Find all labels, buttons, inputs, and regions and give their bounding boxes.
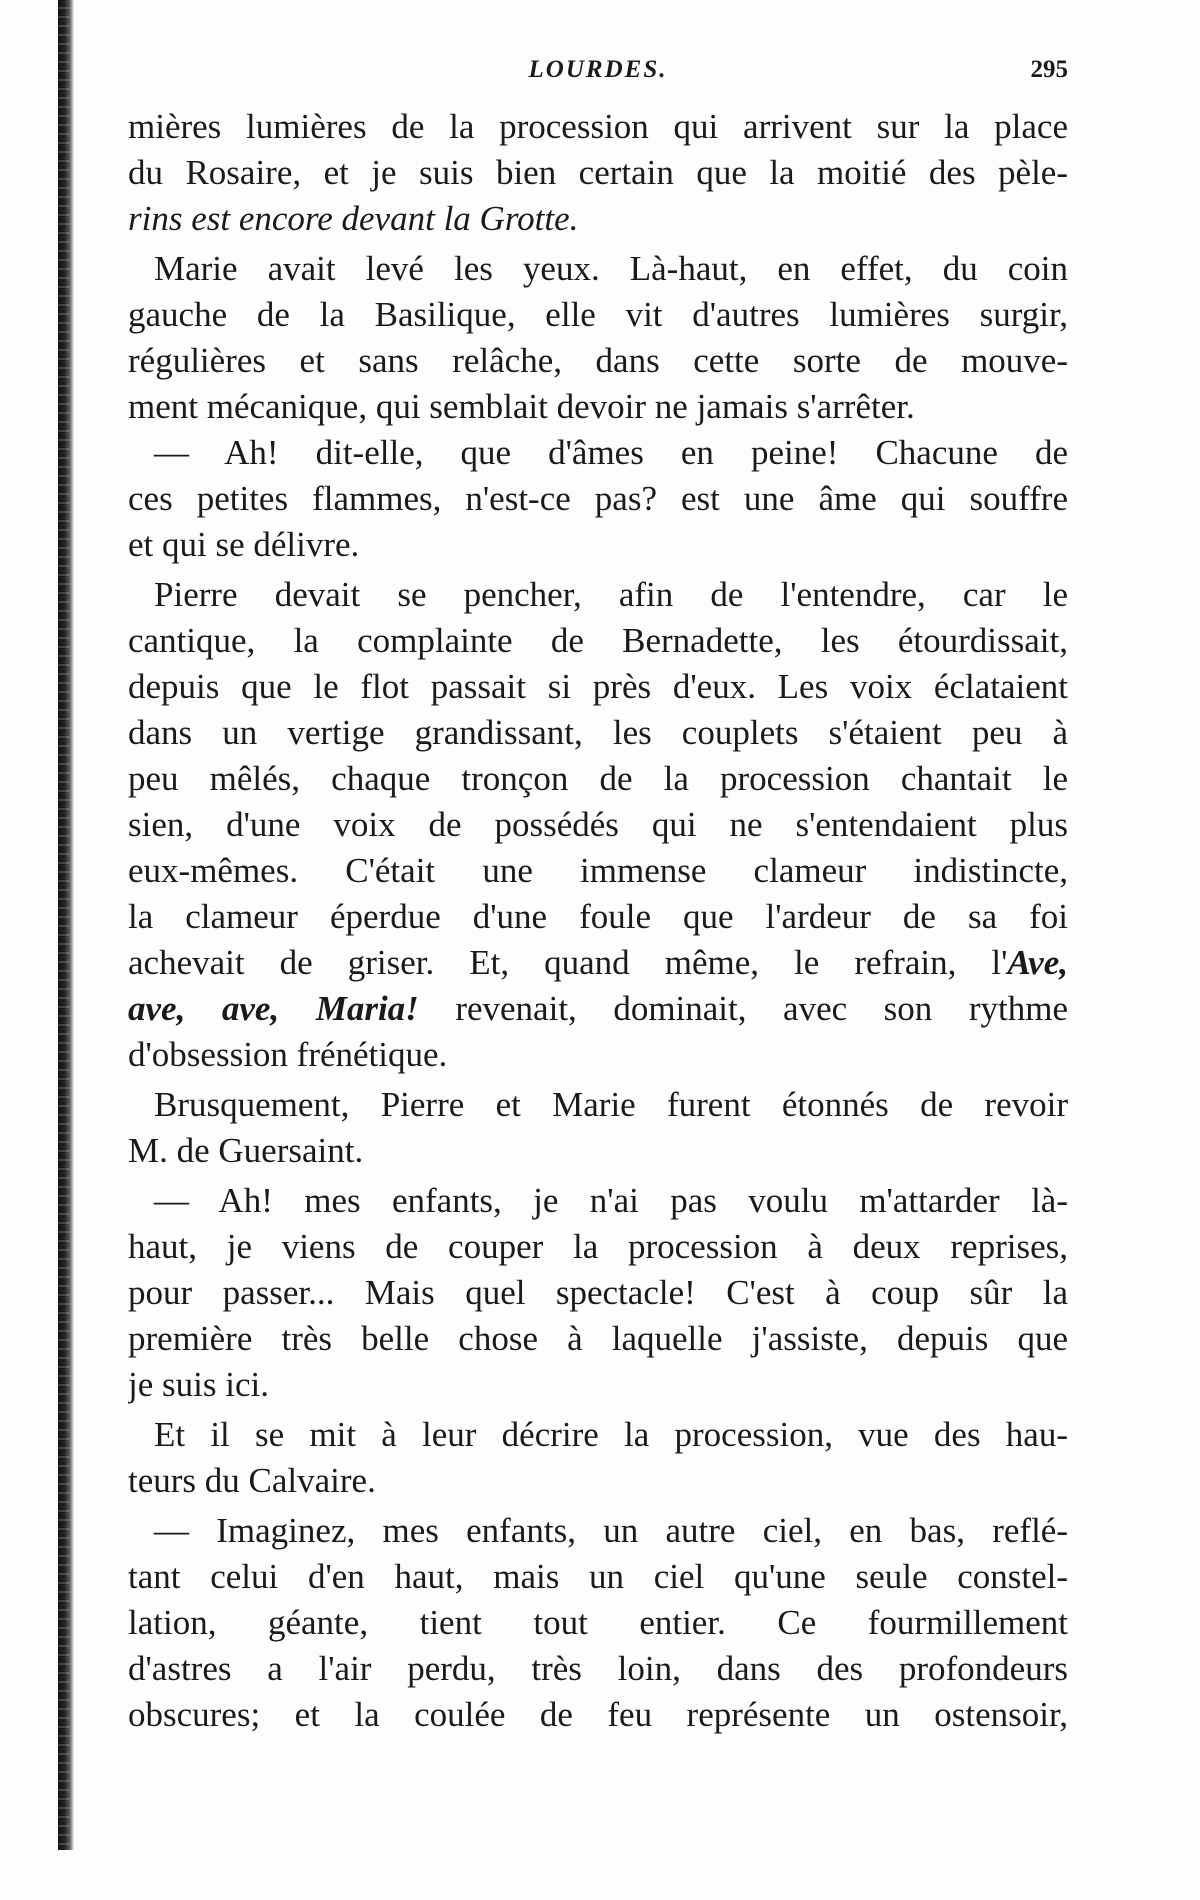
text-line: rins est encore devant la Grotte.: [128, 199, 579, 238]
text-line: gauche de la Basilique, elle vit d'autres lumières surgir,: [128, 295, 1068, 334]
running-title: LOURDES.: [528, 56, 668, 83]
text-line: tant celui d'en haut, mais un ciel qu'une seule constel-: [128, 1557, 1068, 1596]
running-head: [128, 56, 1068, 90]
text-line: sien, d'une voix de possédés qui ne s'entendaient plus: [128, 805, 1068, 844]
text-line-with-italic: [128, 986, 1068, 1032]
page-number: 295: [1030, 56, 1068, 83]
text-line: — Ah! dit-elle, que d'âmes en peine! Chacune de: [154, 433, 1068, 472]
text-line: pour passer... Mais quel spectacle! C'est à coup sûr la: [128, 1273, 1068, 1312]
text-line: dans un vertige grandissant, les couplets s'étaient peu à: [128, 713, 1068, 752]
text-line: régulières et sans relâche, dans cette sorte de mouve-: [128, 341, 1068, 380]
italic-ave: Ave,: [1007, 943, 1068, 982]
text-line: haut, je viens de couper la procession à deux reprises,: [128, 1227, 1068, 1266]
text-line: mières lumières de la procession qui arrivent sur la place: [128, 107, 1068, 146]
text-line: lation, géante, tient tout entier. Ce fourmillement: [128, 1603, 1068, 1642]
text-line: ment mécanique, qui semblait devoir ne jamais s'arrêter.: [128, 387, 915, 426]
text-line: peu mêlés, chaque tronçon de la procession chantait le: [128, 759, 1068, 798]
page-binding-shadow: [58, 0, 74, 1850]
text-fragment: achevait de griser. Et, quand même, le refrain, l': [128, 943, 1008, 982]
text-line: et qui se délivre.: [128, 525, 360, 564]
text-line: d'astres a l'air perdu, très loin, dans des profondeurs: [128, 1649, 1068, 1688]
text-line: — Imaginez, mes enfants, un autre ciel, en bas, reflé-: [154, 1511, 1068, 1550]
text-line: d'obsession frénétique.: [128, 1035, 448, 1074]
body-text: [128, 104, 1068, 1738]
text-line: Brusquement, Pierre et Marie furent étonnés de revoir: [154, 1085, 1068, 1124]
text-line: ces petites flammes, n'est-ce pas? est une âme qui souffre: [128, 479, 1068, 518]
text-line: première très belle chose à laquelle j'assiste, depuis que: [128, 1319, 1068, 1358]
text-line: la clameur éperdue d'une foule que l'ardeur de sa foi: [128, 897, 1068, 936]
text-line-with-italic: [128, 940, 1068, 986]
text-line: Et il se mit à leur décrire la procession, vue des hau-: [154, 1415, 1068, 1454]
text-fragment: revenait, dominait, avec son rythme: [418, 989, 1068, 1028]
text-line: — Ah! mes enfants, je n'ai pas voulu m'attarder là-: [154, 1181, 1068, 1220]
text-line: depuis que le flot passait si près d'eux. Les voix éclataient: [128, 667, 1068, 706]
text-line: Pierre devait se pencher, afin de l'entendre, car le: [154, 575, 1068, 614]
text-line: Marie avait levé les yeux. Là-haut, en effet, du coin: [154, 249, 1068, 288]
text-line: obscures; et la coulée de feu représente un ostensoir,: [128, 1695, 1068, 1734]
text-line: eux-mêmes. C'était une immense clameur indistincte,: [128, 851, 1068, 890]
text-line: cantique, la complainte de Bernadette, les étourdissait,: [128, 621, 1068, 660]
text-line: je suis ici.: [128, 1365, 269, 1404]
text-line: M. de Guersaint.: [128, 1131, 364, 1170]
text-line: du Rosaire, et je suis bien certain que la moitié des pèle-: [128, 153, 1068, 192]
italic-ave-maria: ave, ave, Maria!: [128, 989, 419, 1028]
text-line: teurs du Calvaire.: [128, 1461, 376, 1500]
